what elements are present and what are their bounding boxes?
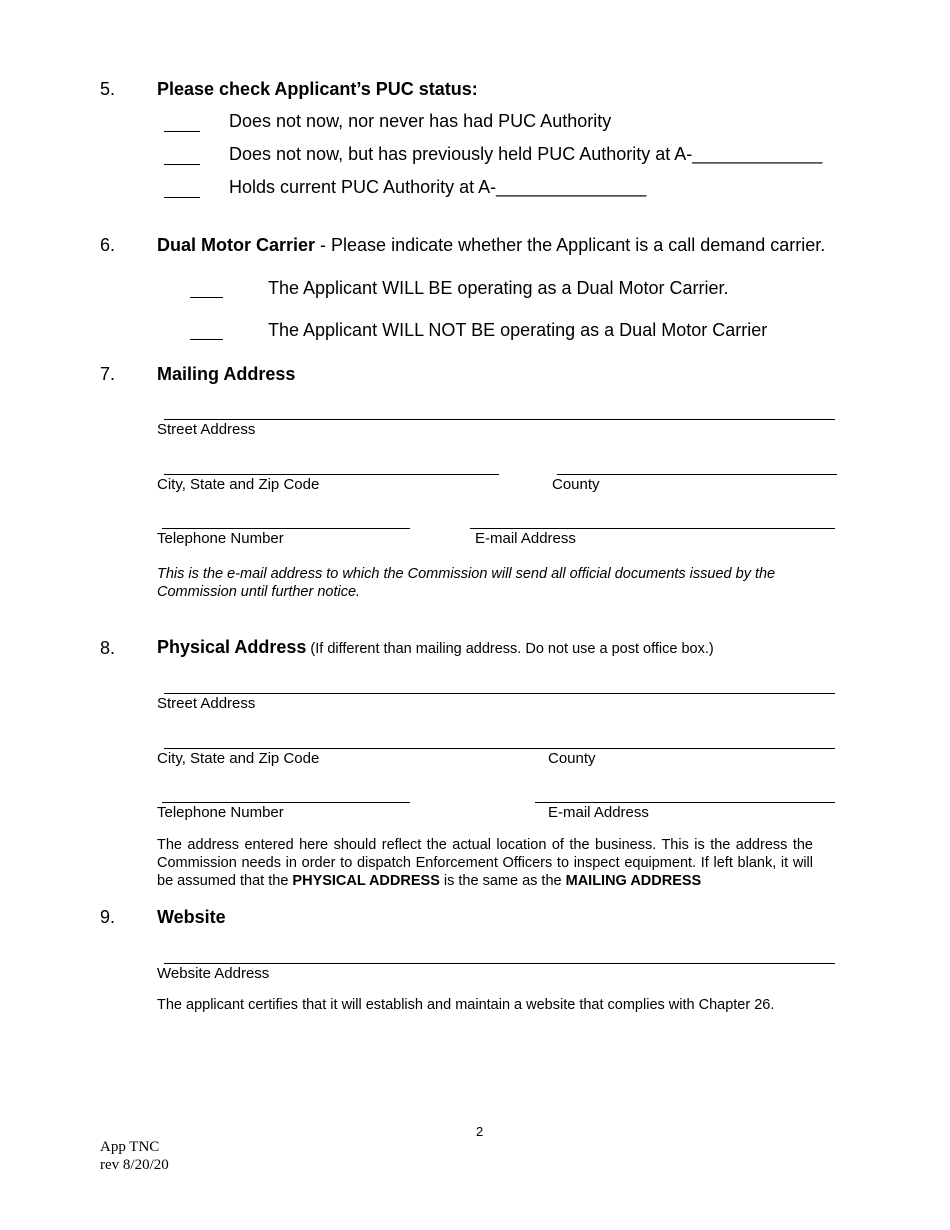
mailing-street-input[interactable] (164, 419, 835, 420)
puc-status-previous-label: Does not now, but has previously held PUC Authority at A-_____________ (229, 144, 823, 164)
mailing-email-input[interactable] (470, 528, 835, 529)
mailing-city-label: City, State and Zip Code (157, 476, 320, 493)
section-8-title: Physical Address (157, 637, 307, 657)
section-8-subtitle: (If different than mailing address. Do not use a post office box.) (306, 641, 714, 657)
mailing-street-label: Street Address (157, 421, 256, 438)
puc-status-previous-checkbox[interactable] (164, 164, 200, 165)
dual-carrier-will-be-label: The Applicant WILL BE operating as a Dual Motor Carrier. (268, 278, 729, 298)
form-revision: rev 8/20/20 (100, 1157, 169, 1173)
physical-street-input[interactable] (164, 693, 835, 694)
dual-carrier-will-not-be-label: The Applicant WILL NOT BE operating as a Dual Motor Carrier (268, 320, 768, 340)
section-9-title: Website (157, 907, 226, 927)
website-label: Website Address (157, 965, 270, 982)
physical-email-label: E-mail Address (548, 804, 649, 821)
section-9-number: 9. (100, 907, 116, 927)
section-6-subtitle: - Please indicate whether the Applicant is a call demand carrier. (315, 235, 826, 255)
section-6-title: Dual Motor Carrier (157, 235, 316, 255)
physical-street-label: Street Address (157, 695, 256, 712)
physical-note-bold-1: PHYSICAL ADDRESS (292, 873, 440, 889)
page-number: 2 (476, 1124, 484, 1139)
section-8-number: 8. (100, 638, 116, 658)
section-6-number: 6. (100, 235, 116, 255)
puc-status-current-label: Holds current PUC Authority at A-_______________ (229, 177, 647, 197)
website-certification-note: The applicant certifies that it will establish and maintain a website that complies with Chapter 26. (157, 997, 775, 1013)
physical-county-label: County (548, 750, 596, 767)
physical-phone-input[interactable] (162, 802, 410, 803)
mailing-email-note: This is the e-mail address to which the Commission will send all official documents issued by the Commission until further notice. (157, 566, 776, 600)
physical-city-label: City, State and Zip Code (157, 750, 320, 767)
website-input[interactable] (164, 963, 835, 964)
physical-note-text-2: is the same as the (439, 873, 566, 889)
puc-status-never-checkbox[interactable] (164, 131, 200, 132)
physical-note-text-1: The address entered here should reflect the actual location of the business. This is the address the Commission needs in order to dispatch Enforcement Officers to inspect equipment. If left blank, it will be assumed that the (157, 837, 813, 889)
physical-phone-label: Telephone Number (157, 804, 284, 821)
mailing-county-label: County (552, 476, 600, 493)
puc-status-never-label: Does not now, nor never has had PUC Authority (229, 111, 612, 131)
mailing-phone-label: Telephone Number (157, 530, 284, 547)
dual-carrier-will-not-be-checkbox[interactable] (190, 339, 223, 340)
mailing-city-input[interactable] (164, 474, 499, 475)
mailing-phone-input[interactable] (162, 528, 410, 529)
mailing-county-input[interactable] (557, 474, 837, 475)
section-5-number: 5. (100, 79, 116, 99)
physical-email-input[interactable] (535, 802, 835, 803)
physical-note-bold-2: MAILING ADDRESS (565, 873, 702, 889)
section-7-number: 7. (100, 364, 116, 384)
section-6-heading (157, 235, 825, 256)
section-8-heading (157, 637, 714, 658)
puc-status-current-checkbox[interactable] (164, 197, 200, 198)
physical-address-note (157, 836, 813, 890)
section-5-title: Please check Applicant’s PUC status: (157, 79, 478, 99)
physical-city-county-input[interactable] (164, 748, 835, 749)
form-name: App TNC (100, 1139, 160, 1155)
mailing-email-label: E-mail Address (475, 530, 576, 547)
section-7-title: Mailing Address (157, 364, 296, 384)
dual-carrier-will-be-checkbox[interactable] (190, 297, 223, 298)
